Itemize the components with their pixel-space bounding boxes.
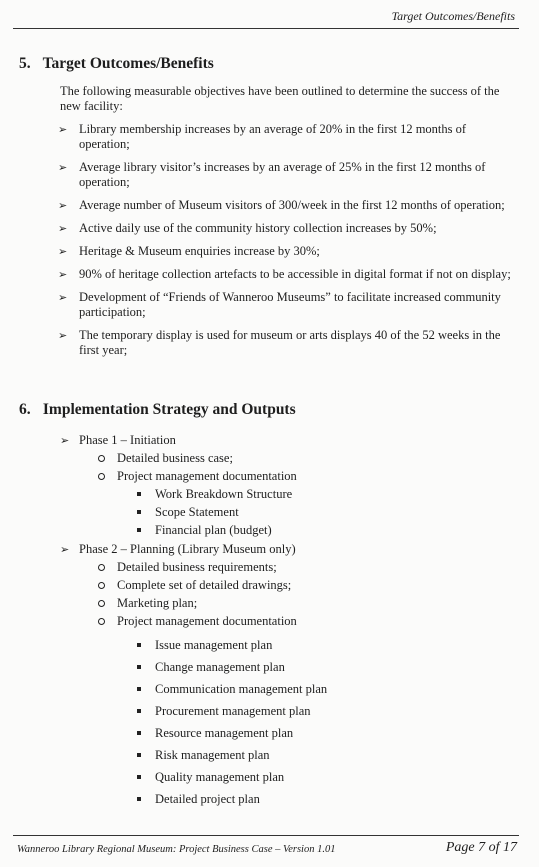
section-6-heading: [19, 401, 296, 419]
header-rule: [13, 28, 519, 29]
list-item: Quality management plan: [117, 766, 510, 788]
section-5-heading: [19, 55, 214, 73]
square-bullet-icon: [137, 687, 141, 691]
circle-bullet-icon: [98, 618, 105, 625]
page-number: Page 7 of 17: [445, 840, 517, 855]
arrow-bullet-icon: ➢: [58, 245, 68, 258]
section-6-number: 6.: [19, 401, 31, 418]
phase-label: Phase 1 – Initiation: [79, 433, 176, 447]
square-bullet-icon: [137, 753, 141, 757]
list-item: ➢ Active daily use of the community history collection increases by 50%;: [58, 221, 437, 235]
list-item: Issue management plan: [117, 634, 510, 656]
list-item: Risk management plan: [117, 744, 510, 766]
list-item: Financial plan (budget): [117, 521, 510, 539]
list-item: Work Breakdown Structure: [117, 485, 510, 503]
implementation-list: [60, 432, 510, 449]
square-bullet-icon: [137, 643, 141, 647]
circle-bullet-icon: [98, 473, 105, 480]
phase-1-items: [60, 449, 510, 539]
list-item: Detailed business requirements;: [60, 558, 510, 576]
circle-bullet-icon: [98, 455, 105, 462]
section-5-number: 5.: [19, 55, 31, 72]
list-item: ➢ Development of “Friends of Wanneroo Museums” to facilitate increased community participation;: [58, 290, 501, 319]
arrow-bullet-icon: ➢: [58, 123, 68, 136]
footer-document-title: Wanneroo Library Regional Museum: Project Business Case – Version 1.01: [17, 844, 336, 855]
section-5-intro: The following measurable objectives have been outlined to determine the success of the new facility:: [60, 84, 500, 113]
list-item: Detailed project plan: [117, 788, 510, 810]
list-item: Change management plan: [117, 656, 510, 678]
list-item: Complete set of detailed drawings;: [60, 576, 510, 594]
list-item: ➢ Average library visitor’s increases by an average of 25% in the first 12 months of operation;: [58, 160, 486, 189]
square-bullet-icon: [137, 492, 141, 496]
list-item: ➢ Library membership increases by an average of 20% in the first 12 months of operation;: [58, 122, 467, 151]
arrow-bullet-icon: ➢: [58, 291, 68, 304]
arrow-bullet-icon: ➢: [58, 268, 68, 281]
list-item: Communication management plan: [117, 678, 510, 700]
list-item: Scope Statement: [117, 503, 510, 521]
objectives-list: [57, 122, 512, 366]
list-item: Marketing plan;: [60, 594, 510, 612]
square-bullet-icon: [137, 775, 141, 779]
arrow-bullet-icon: ➢: [60, 543, 70, 556]
list-item: Project management documentation Work Breakdown Structure Scope Statement Financial plan (budget): [60, 467, 510, 539]
phase-2: [60, 541, 510, 810]
list-item: ➢ Heritage & Museum enquiries increase by 30%;: [58, 244, 320, 258]
section-5-title: Target Outcomes/Benefits: [42, 55, 214, 72]
list-item: Project management documentation Issue management plan Change management plan Communication management plan Procurement management plan Resource management plan Risk management plan Quality management plan Detailed project plan: [60, 612, 510, 810]
square-bullet-icon: [137, 797, 141, 801]
square-bullet-icon: [137, 665, 141, 669]
running-header: Target Outcomes/Benefits: [391, 9, 515, 23]
square-bullet-icon: [137, 709, 141, 713]
circle-bullet-icon: [98, 582, 105, 589]
arrow-bullet-icon: ➢: [58, 222, 68, 235]
list-item: Resource management plan: [117, 722, 510, 744]
list-item: Procurement management plan: [117, 700, 510, 722]
list-item: Detailed business case;: [60, 449, 510, 467]
arrow-bullet-icon: ➢: [60, 434, 70, 447]
phase-label: Phase 2 – Planning (Library Museum only): [79, 542, 296, 556]
square-bullet-icon: [137, 731, 141, 735]
circle-bullet-icon: [98, 600, 105, 607]
list-item: ➢ 90% of heritage collection artefacts to be accessible in digital format if not on display;: [58, 267, 511, 281]
arrow-bullet-icon: ➢: [58, 161, 68, 174]
square-bullet-icon: [137, 510, 141, 514]
list-item: ➢ Average number of Museum visitors of 300/week in the first 12 months of operation;: [58, 198, 505, 212]
square-bullet-icon: [137, 528, 141, 532]
phase-1: [60, 432, 510, 449]
circle-bullet-icon: [98, 564, 105, 571]
section-6-title: Implementation Strategy and Outputs: [42, 401, 296, 418]
list-item: ➢ The temporary display is used for museum or arts displays 40 of the 52 weeks in the first year;: [58, 328, 501, 357]
arrow-bullet-icon: ➢: [58, 199, 68, 212]
footer-rule: [13, 835, 519, 836]
arrow-bullet-icon: ➢: [58, 329, 68, 342]
